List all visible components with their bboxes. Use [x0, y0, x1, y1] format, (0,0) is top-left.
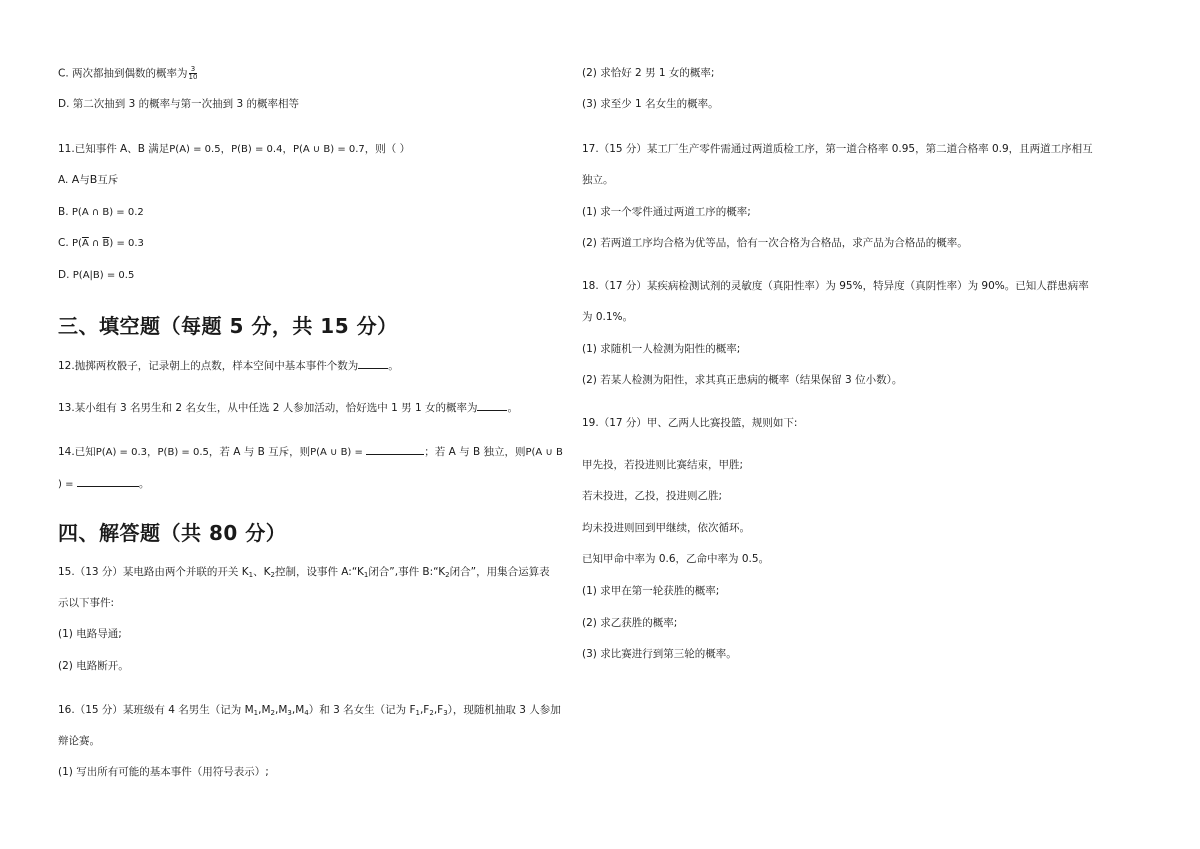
q13-text: 13.某小组有 3 名男生和 2 名女生，从中任选 2 人参加活动，恰好选中 1 男 1 女的概率为 — [58, 402, 478, 414]
q11c-expr — [72, 238, 144, 249]
q16-text: ,M — [275, 704, 288, 716]
q16-line1 — [58, 703, 561, 720]
q11-option-a — [58, 173, 118, 187]
q11-p-a: P(A) = 0.5 — [169, 144, 221, 155]
subscript: 2 — [429, 709, 434, 717]
q16-sub2: (2) 求恰好 2 男 1 女的概率; — [582, 67, 715, 79]
subscript: 3 — [287, 709, 292, 717]
q11b-expr: P(A ∩ B) = 0.2 — [71, 207, 144, 218]
q10-option-d: D. 第二次抽到 3 的概率与第一次抽到 3 的概率相等 — [58, 98, 299, 110]
section-4-title: 四、解答题（共 80 分） — [58, 521, 287, 545]
q17-sub2: (2) 若两道工序均合格为优等品，恰有一次合格为合格品，求产品为合格品的概率。 — [582, 237, 968, 249]
q14-end: 。 — [138, 478, 150, 490]
q14-expr2b: ) = — [58, 479, 74, 490]
q18-line1: 18.（17 分）某疾病检测试剂的灵敏度（真阳性率）为 95%，特异度（真阴性率）为 90%。已知人群患病率 — [582, 280, 1089, 292]
q11c-a-complement: $\overline{A}$ — [81, 238, 89, 249]
q14-p-b: P(B) = 0.5 — [157, 447, 209, 458]
q19-rule2: 若未投进，乙投，投进则乙胜; — [582, 490, 723, 502]
q11c-cap: ∩ — [88, 238, 103, 249]
subscript: 1 — [415, 709, 420, 717]
q13 — [58, 400, 518, 415]
q14-line2 — [58, 476, 149, 492]
q15-text: 闭合”，用集合运算表 — [449, 566, 550, 578]
q16-line2: 辩论赛。 — [58, 735, 100, 747]
q16-sub3: (3) 求至少 1 名女生的概率。 — [582, 98, 719, 110]
q15-line2: 示以下事件: — [58, 597, 115, 609]
q16-text: ），现随机抽取 3 人参加 — [447, 704, 561, 716]
fraction-denominator: 10 — [188, 73, 198, 81]
q17-line1: 17.（15 分）某工厂生产零件需通过两道质检工序，第一道合格率 0.95，第二道合格率 0.9，且两道工序相互 — [582, 143, 1093, 155]
q13-end: 。 — [507, 402, 518, 414]
q14-expr1: P(A ∪ B) = — [310, 447, 363, 458]
option-label: B. — [58, 206, 69, 218]
subscript: 2 — [445, 571, 450, 579]
q19-sub3: (3) 求比赛进行到第三轮的概率。 — [582, 648, 737, 660]
q11c-b-complement: $\overline{B}$ — [102, 238, 110, 249]
subscript: 1 — [248, 571, 254, 579]
q16-text: ,F — [433, 704, 444, 716]
q15-text: 、K — [253, 566, 271, 578]
q17-sub1: (1) 求一个零件通过两道工序的概率; — [582, 206, 751, 218]
q14-sep: ， — [147, 446, 158, 458]
option-label: A. — [58, 174, 69, 186]
option-label: C. — [58, 237, 69, 249]
q14-line1 — [58, 444, 563, 460]
answer-blank — [77, 476, 139, 487]
q16-text: ）和 3 名女生（记为 F — [308, 704, 416, 716]
subscript: 1 — [363, 571, 369, 579]
q11a-event-b: B — [89, 173, 98, 186]
q11-sep: ， — [220, 143, 232, 155]
q14-expr2a: P(A ∪ B — [525, 447, 563, 458]
q19-rule3: 均未投进则回到甲继续，依次循环。 — [582, 522, 750, 534]
q11a-end: 互斥 — [97, 174, 119, 186]
answer-blank — [366, 444, 424, 455]
q15-sub1: (1) 电路导通; — [58, 628, 122, 640]
answer-blank — [477, 400, 507, 411]
q16-text: ,M — [258, 704, 271, 716]
q11-suffix: ，则（ ） — [364, 143, 411, 155]
q11-prefix: 11.已知事件 A、B 满足 — [58, 143, 170, 155]
subscript: 4 — [304, 709, 309, 717]
q12 — [58, 358, 399, 373]
q15-text: 闭合”,事件 B:“K — [368, 566, 446, 578]
q14-mid2: ；若 A 与 B 独立，则 — [424, 446, 526, 458]
q16-text: ,F — [419, 704, 430, 716]
q11-option-b — [58, 205, 144, 220]
q11a-mid: 与 — [79, 174, 90, 186]
q11-sep: ， — [282, 143, 293, 155]
q16-text: ,M — [291, 704, 305, 716]
q18-line2: 为 0.1%。 — [582, 311, 634, 323]
subscript: 2 — [270, 571, 275, 579]
subscript: 3 — [443, 709, 448, 717]
q14-prefix: 14.已知 — [58, 446, 96, 458]
q15-text: 控制，设事件 A:“K — [274, 566, 364, 578]
q11c-end: ) = 0.3 — [109, 238, 144, 249]
q19-sub2: (2) 求乙获胜的概率; — [582, 617, 678, 629]
answer-blank — [358, 358, 388, 369]
q19-sub1: (1) 求甲在第一轮获胜的概率; — [582, 585, 720, 597]
q12-text: 12.抛掷两枚骰子，记录朝上的点数，样本空间中基本事件个数为 — [58, 360, 359, 372]
q17-line2: 独立。 — [582, 174, 614, 186]
q19-rule1: 甲先投，若投进则比赛结束，甲胜; — [582, 459, 744, 471]
q16-sub1: (1) 写出所有可能的基本事件（用符号表示）; — [58, 766, 269, 778]
option-label: D. — [58, 269, 70, 281]
q18-sub1: (1) 求随机一人检测为阳性的概率; — [582, 343, 741, 355]
q19-rule4: 已知甲命中率为 0.6，乙命中率为 0.5。 — [582, 553, 770, 565]
q11a-event-a: A — [71, 173, 80, 186]
q18-sub2: (2) 若某人检测为阳性，求其真正患病的概率（结果保留 3 位小数）。 — [582, 374, 903, 386]
fraction-numerator: 3 — [189, 66, 198, 74]
q15-sub2: (2) 电路断开。 — [58, 660, 129, 672]
q11d-expr: P(A|B) = 0.5 — [72, 270, 135, 281]
q15-line1 — [58, 565, 550, 582]
q16-text: 16.（15 分）某班级有 4 名男生（记为 M — [58, 704, 254, 716]
q19-line1: 19.（17 分）甲、乙两人比赛投篮，规则如下: — [582, 417, 798, 429]
q14-mid1: ，若 A 与 B 互斥，则 — [208, 446, 311, 458]
q11-p-aub: P(A ∪ B) = 0.7 — [292, 144, 365, 155]
fraction-3-10 — [189, 66, 198, 81]
section-3-title: 三、填空题（每题 5 分，共 15 分） — [58, 314, 398, 338]
q12-end: 。 — [388, 360, 399, 372]
q11-stem — [58, 142, 410, 157]
q11c-p: P( — [72, 238, 82, 249]
q10-option-c — [58, 66, 197, 81]
q11-p-b: P(B) = 0.4 — [231, 144, 283, 155]
q11-option-c — [58, 236, 144, 251]
subscript: 2 — [270, 709, 275, 717]
q11-option-d — [58, 268, 134, 283]
q10c-text: C. 两次都抽到偶数的概率为 — [58, 67, 188, 80]
subscript: 1 — [253, 709, 259, 717]
q15-text: 15.（13 分）某电路由两个并联的开关 K — [58, 566, 249, 578]
q14-p-a: P(A) = 0.3 — [95, 447, 148, 458]
